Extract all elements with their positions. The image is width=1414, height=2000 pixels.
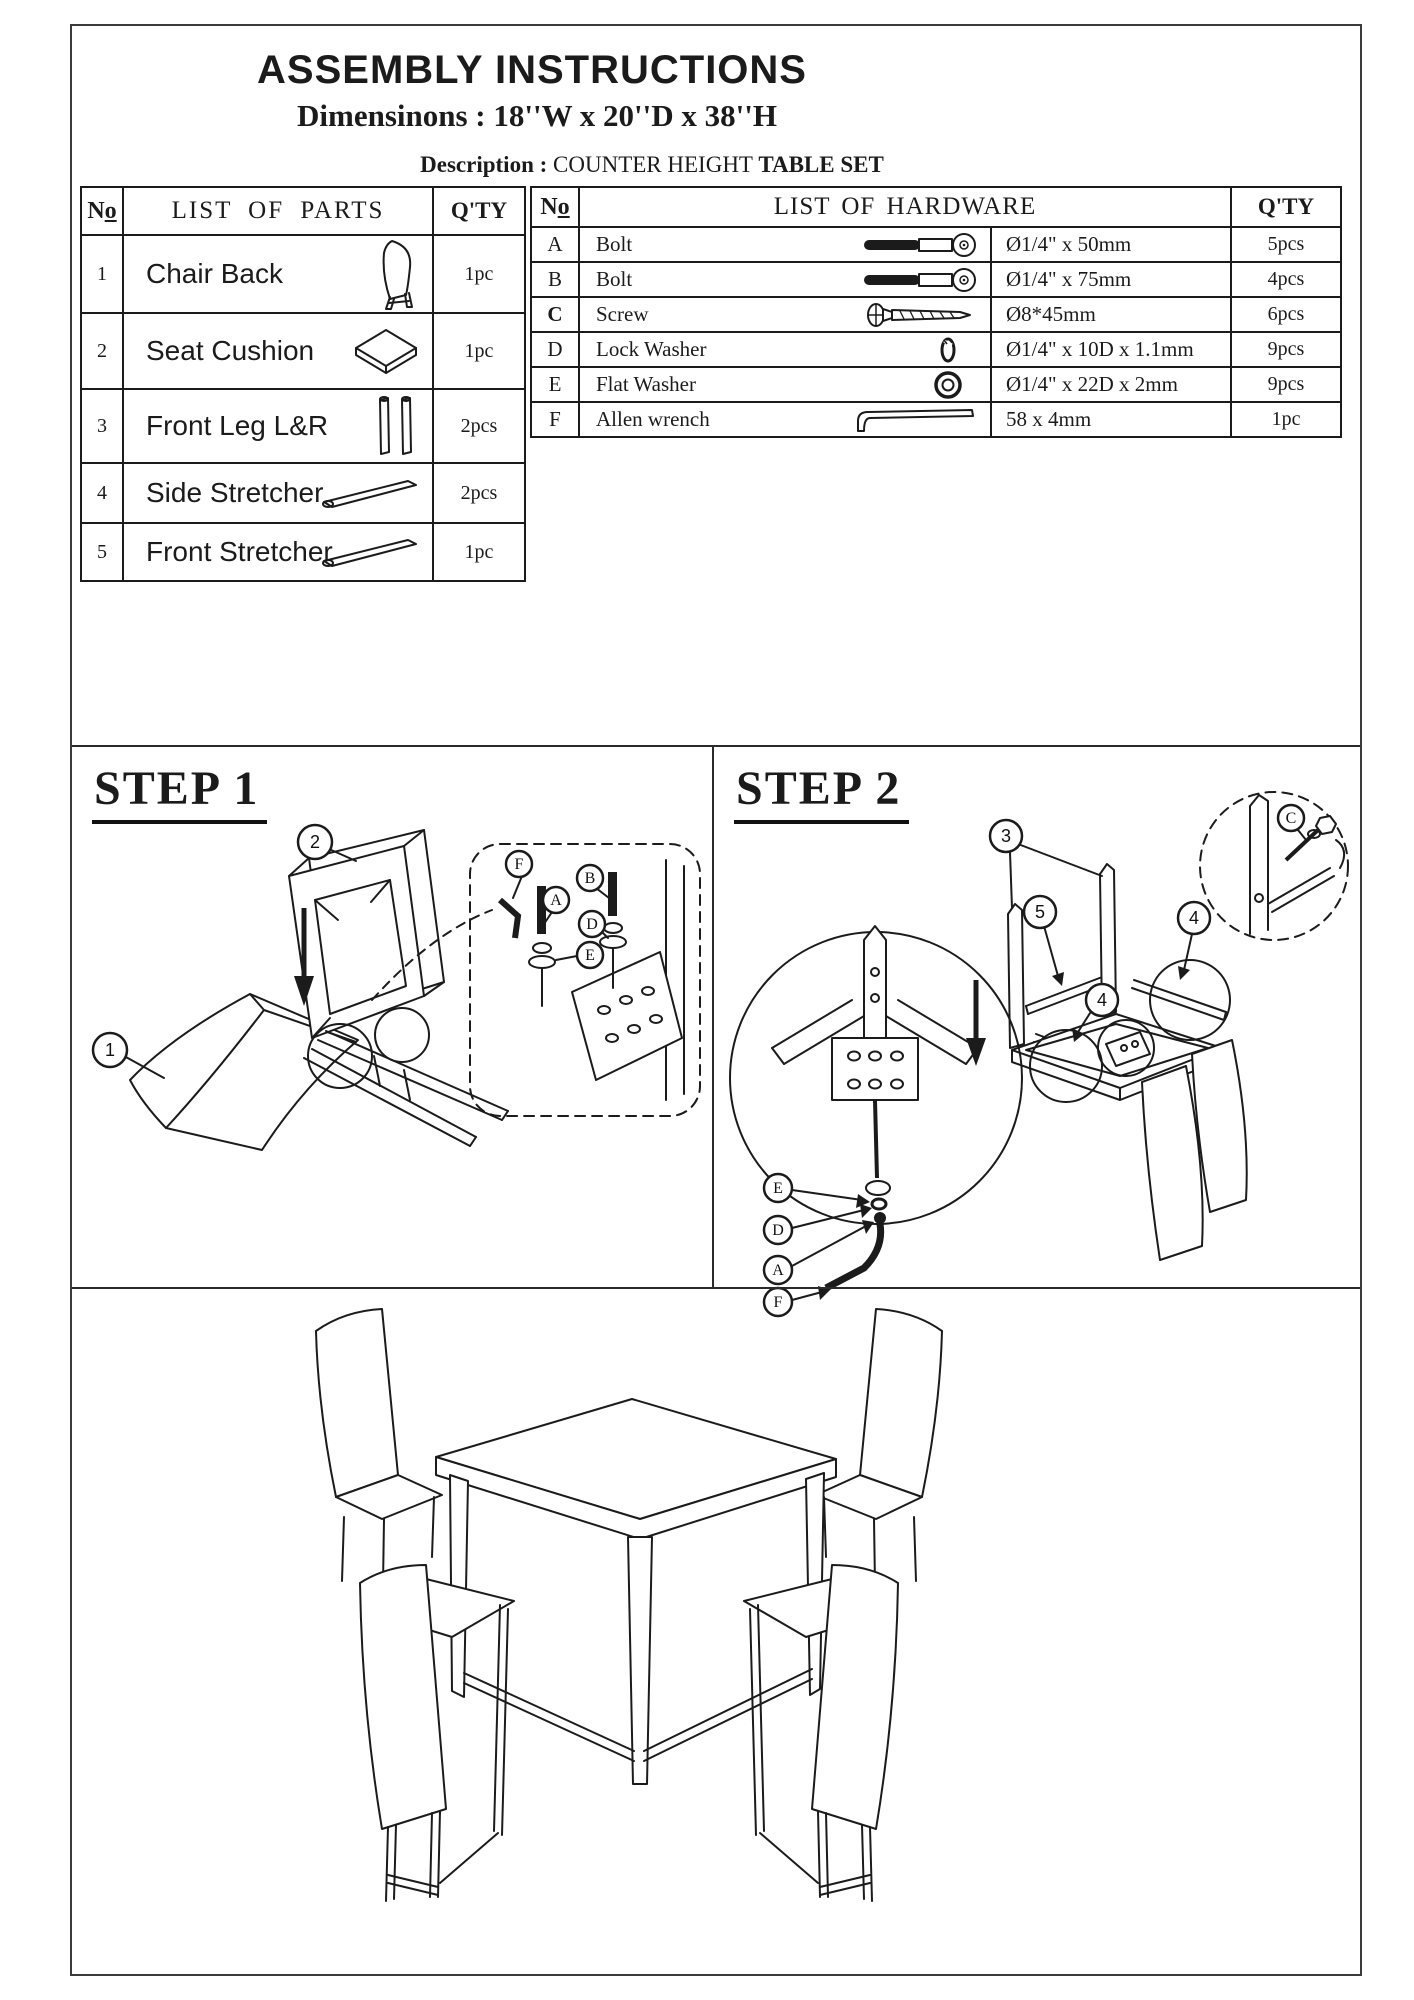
parts-title-header: LIST OF PARTS (123, 187, 433, 235)
callout-hardware-d (579, 911, 608, 938)
svg-text:D: D (586, 916, 598, 933)
title-block (72, 48, 992, 93)
parts-no-header: No (81, 187, 123, 235)
description-bold: TABLE SET (758, 152, 884, 177)
lock-washer-icon (862, 336, 980, 364)
step-1-panel (72, 747, 714, 1289)
hardware-qty-header: Q'TY (1231, 187, 1341, 227)
callout-part-1 (93, 1033, 164, 1078)
seat-cushion-icon (350, 324, 422, 378)
callout-hardware-e (556, 942, 603, 968)
part-no: 3 (81, 389, 123, 463)
hardware-no: A (531, 227, 579, 262)
side-stretcher-icon (318, 474, 422, 512)
hardware-title-header: LIST OF HARDWARE (579, 187, 1231, 227)
svg-text:3: 3 (1000, 826, 1012, 846)
hardware-name-cell (579, 262, 991, 297)
callout-part-5 (1024, 896, 1064, 986)
svg-text:4: 4 (1096, 990, 1108, 1010)
svg-text:B: B (584, 870, 596, 887)
hardware-row (531, 367, 1341, 402)
part-no: 5 (81, 523, 123, 581)
part-qty: 1pc (433, 523, 525, 581)
svg-text:5: 5 (1034, 902, 1046, 922)
hardware-name: Bolt (596, 232, 633, 256)
step-1-title: STEP 1 (92, 761, 267, 824)
hardware-name: Flat Washer (596, 372, 696, 396)
part-name-cell (123, 313, 433, 389)
hardware-no: D (531, 332, 579, 367)
hardware-no: F (531, 402, 579, 437)
hardware-size: Ø8*45mm (991, 297, 1231, 332)
front-stretcher-icon (318, 533, 422, 571)
part-name: Front Leg L&R (146, 410, 329, 441)
hardware-name-cell (579, 367, 991, 402)
part-qty: 2pcs (433, 463, 525, 523)
hardware-qty: 4pcs (1231, 262, 1341, 297)
dimensions-subtitle: Dimensinons : 18''W x 20''D x 38''H (297, 98, 777, 133)
hardware-header-row (531, 187, 1341, 227)
hardware-row (531, 227, 1341, 262)
hardware-name-cell (579, 402, 991, 437)
svg-text:F: F (773, 1294, 783, 1311)
parts-qty-header: Q'TY (433, 187, 525, 235)
callout-hardware-b (577, 865, 609, 898)
hardware-qty: 6pcs (1231, 297, 1341, 332)
hardware-name-cell (579, 332, 991, 367)
parts-row (81, 389, 525, 463)
part-name-cell (123, 235, 433, 313)
hardware-size: Ø1/4" x 22D x 2mm (991, 367, 1231, 402)
hardware-no-header: No (531, 187, 579, 227)
part-name-cell (123, 463, 433, 523)
svg-text:1: 1 (104, 1040, 116, 1060)
header-and-lists-section (72, 26, 1360, 745)
allen-wrench-icon (850, 405, 980, 435)
part-name-cell (123, 389, 433, 463)
hardware-size: Ø1/4" x 50mm (991, 227, 1231, 262)
svg-text:D: D (772, 1222, 784, 1239)
page-border (70, 24, 1362, 1976)
parts-row (81, 523, 525, 581)
hardware-no: C (531, 297, 579, 332)
svg-text:A: A (550, 892, 562, 909)
callout-hardware-e2 (764, 1174, 870, 1208)
hardware-qty: 5pcs (1231, 227, 1341, 262)
hardware-table (530, 186, 1342, 438)
callout-hardware-c (1278, 805, 1306, 840)
parts-header-row (81, 187, 525, 235)
front-legs-icon (368, 392, 422, 460)
parts-row (81, 235, 525, 313)
hardware-qty: 9pcs (1231, 367, 1341, 402)
svg-text:C: C (1285, 810, 1297, 827)
part-name: Seat Cushion (146, 335, 315, 366)
part-name: Front Stretcher (146, 536, 333, 567)
svg-text:F: F (514, 856, 524, 873)
hardware-qty: 9pcs (1231, 332, 1341, 367)
svg-text:E: E (773, 1180, 783, 1197)
part-qty: 1pc (433, 235, 525, 313)
description-text: COUNTER HEIGHT (553, 152, 753, 177)
hardware-size: Ø1/4" x 10D x 1.1mm (991, 332, 1231, 367)
callout-hardware-d2 (764, 1204, 872, 1244)
svg-text:4: 4 (1188, 908, 1200, 928)
assembled-set-section (72, 1287, 1360, 1974)
steps-section (72, 745, 1360, 1311)
hardware-qty: 1pc (1231, 402, 1341, 437)
part-qty: 1pc (433, 313, 525, 389)
step-1-diagram (72, 747, 712, 1289)
hardware-size: Ø1/4" x 75mm (991, 262, 1231, 297)
hardware-row (531, 297, 1341, 332)
callout-part-4a (1178, 902, 1210, 980)
callout-hardware-f (506, 851, 532, 898)
part-name: Side Stretcher (146, 477, 324, 508)
parts-row (81, 463, 525, 523)
svg-text:A: A (772, 1262, 784, 1279)
hardware-row (531, 262, 1341, 297)
hardware-row (531, 402, 1341, 437)
subtitle-block (72, 98, 1002, 134)
part-no: 2 (81, 313, 123, 389)
chair-back-icon (366, 237, 422, 311)
hardware-row (531, 332, 1341, 367)
hardware-name: Allen wrench (596, 407, 710, 431)
bolt-icon (862, 232, 980, 258)
callout-part-3 (990, 820, 1102, 908)
screw-icon (862, 302, 980, 328)
step-2-panel (714, 747, 1360, 1311)
hardware-no: B (531, 262, 579, 297)
bolt-icon (862, 267, 980, 293)
step-2-diagram (714, 747, 1360, 1311)
page-title: ASSEMBLY INSTRUCTIONS (257, 48, 807, 92)
hardware-name: Lock Washer (596, 337, 707, 361)
part-qty: 2pcs (433, 389, 525, 463)
description-label: Description : (420, 152, 548, 177)
parts-table (80, 186, 526, 582)
hardware-size: 58 x 4mm (991, 402, 1231, 437)
step-2-title: STEP 2 (734, 761, 909, 824)
parts-row (81, 313, 525, 389)
hardware-name: Screw (596, 302, 649, 326)
part-no: 4 (81, 463, 123, 523)
assembled-set-illustration (72, 1289, 1360, 1974)
description-line (72, 152, 1232, 178)
part-name: Chair Back (146, 258, 283, 289)
flat-washer-icon (862, 370, 980, 400)
part-no: 1 (81, 235, 123, 313)
hardware-no: E (531, 367, 579, 402)
hardware-name-cell (579, 227, 991, 262)
callout-hardware-a (543, 887, 569, 924)
hardware-name: Bolt (596, 267, 633, 291)
part-name-cell (123, 523, 433, 581)
svg-text:2: 2 (309, 832, 321, 852)
hardware-name-cell (579, 297, 991, 332)
svg-text:E: E (585, 947, 595, 964)
